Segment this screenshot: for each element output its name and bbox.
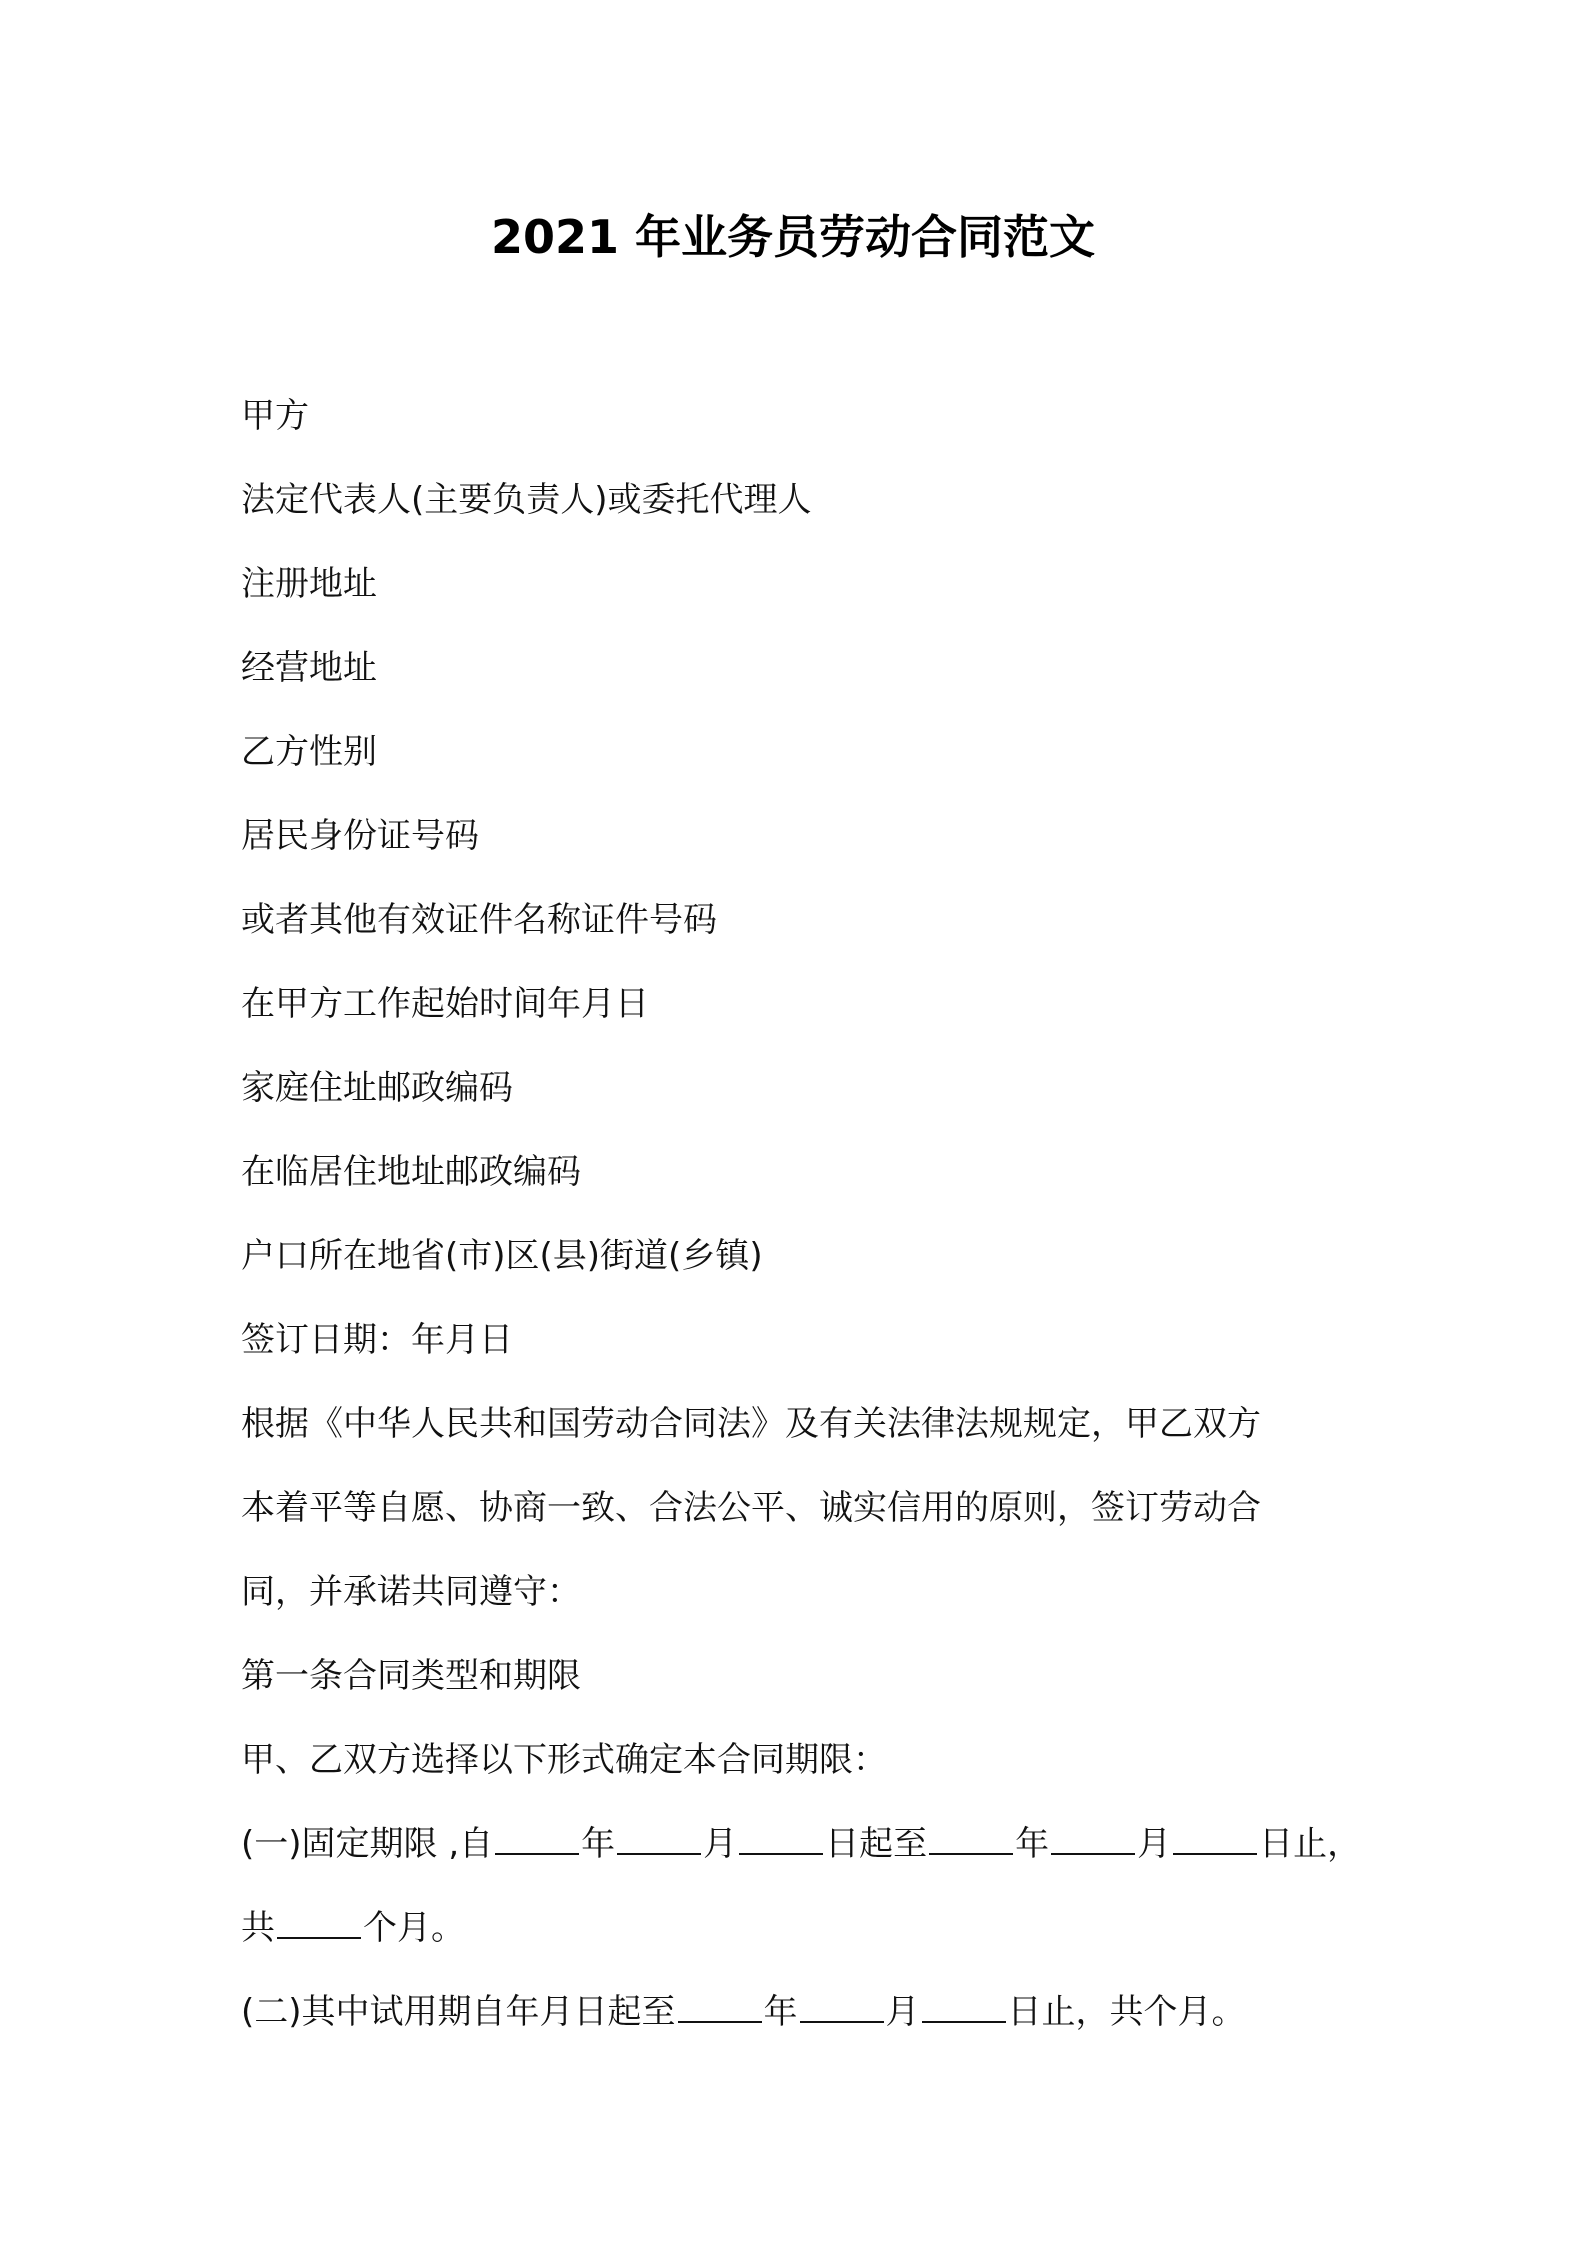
blank-field[interactable]: [739, 1823, 823, 1855]
month-label: 月: [885, 1992, 920, 2032]
year-label: 年: [581, 1824, 616, 1864]
day-to-label: 日止，: [1259, 1824, 1362, 1864]
term-selection-line: 甲、乙双方选择以下形式确定本合同期限：: [241, 1740, 887, 1780]
document-title: 2021 年业务员劳动合同范文: [490, 210, 1096, 264]
fixed-term-line: [241, 1802, 1381, 1886]
start-date-line: 在甲方工作起始时间年月日: [241, 984, 649, 1024]
blank-field[interactable]: [1173, 1823, 1257, 1855]
fixed-term-total-line: [241, 1886, 1381, 1970]
preamble-line-1: 根据《中华人民共和国劳动合同法》及有关法律法规规定，甲乙双方: [241, 1404, 1261, 1444]
blank-field[interactable]: [929, 1823, 1013, 1855]
id-number-line: 居民身份证号码: [241, 816, 479, 856]
preamble-line-3: 同，并承诺共同遵守：: [241, 1572, 581, 1612]
month-label: 月: [1137, 1824, 1172, 1864]
temporary-address-line: 在临居住地址邮政编码: [241, 1152, 581, 1192]
preamble-line-2: 本着平等自愿、协商一致、合法公平、诚实信用的原则，签订劳动合: [241, 1488, 1261, 1528]
total-prefix: 共: [241, 1908, 275, 1948]
probation-line: [241, 1970, 1381, 2054]
home-address-line: 家庭住址邮政编码: [241, 1068, 513, 1108]
blank-field[interactable]: [495, 1823, 579, 1855]
probation-suffix: 日止，共个月。: [1007, 1992, 1246, 2032]
legal-representative-line: 法定代表人(主要负责人)或委托代理人: [241, 480, 812, 520]
blank-field[interactable]: [617, 1823, 701, 1855]
registered-address-line: 注册地址: [241, 564, 377, 604]
total-suffix: 个月。: [363, 1908, 465, 1948]
blank-field[interactable]: [922, 1991, 1006, 2023]
article-1-heading: 第一条合同类型和期限: [241, 1656, 581, 1696]
year-label: 年: [763, 1992, 798, 2032]
year-label: 年: [1015, 1824, 1050, 1864]
signing-date-line: 签订日期：年月日: [241, 1320, 513, 1360]
day-from-label: 日起至: [825, 1824, 928, 1864]
other-id-line: 或者其他有效证件名称证件号码: [241, 900, 717, 940]
party-a-line: 甲方: [241, 396, 309, 436]
probation-prefix: (二)其中试用期自年月日起至: [241, 1992, 676, 2032]
blank-field[interactable]: [1051, 1823, 1135, 1855]
blank-field[interactable]: [800, 1991, 884, 2023]
blank-field[interactable]: [678, 1991, 762, 2023]
blank-field[interactable]: [277, 1907, 361, 1939]
household-registration-line: 户口所在地省(市)区(县)街道(乡镇): [241, 1236, 763, 1276]
document-body: [241, 374, 1381, 2054]
fixed-term-prefix: (一)固定期限 ,自: [241, 1824, 494, 1864]
month-label: 月: [703, 1824, 738, 1864]
party-b-gender-line: 乙方性别: [241, 732, 377, 772]
business-address-line: 经营地址: [241, 648, 377, 688]
